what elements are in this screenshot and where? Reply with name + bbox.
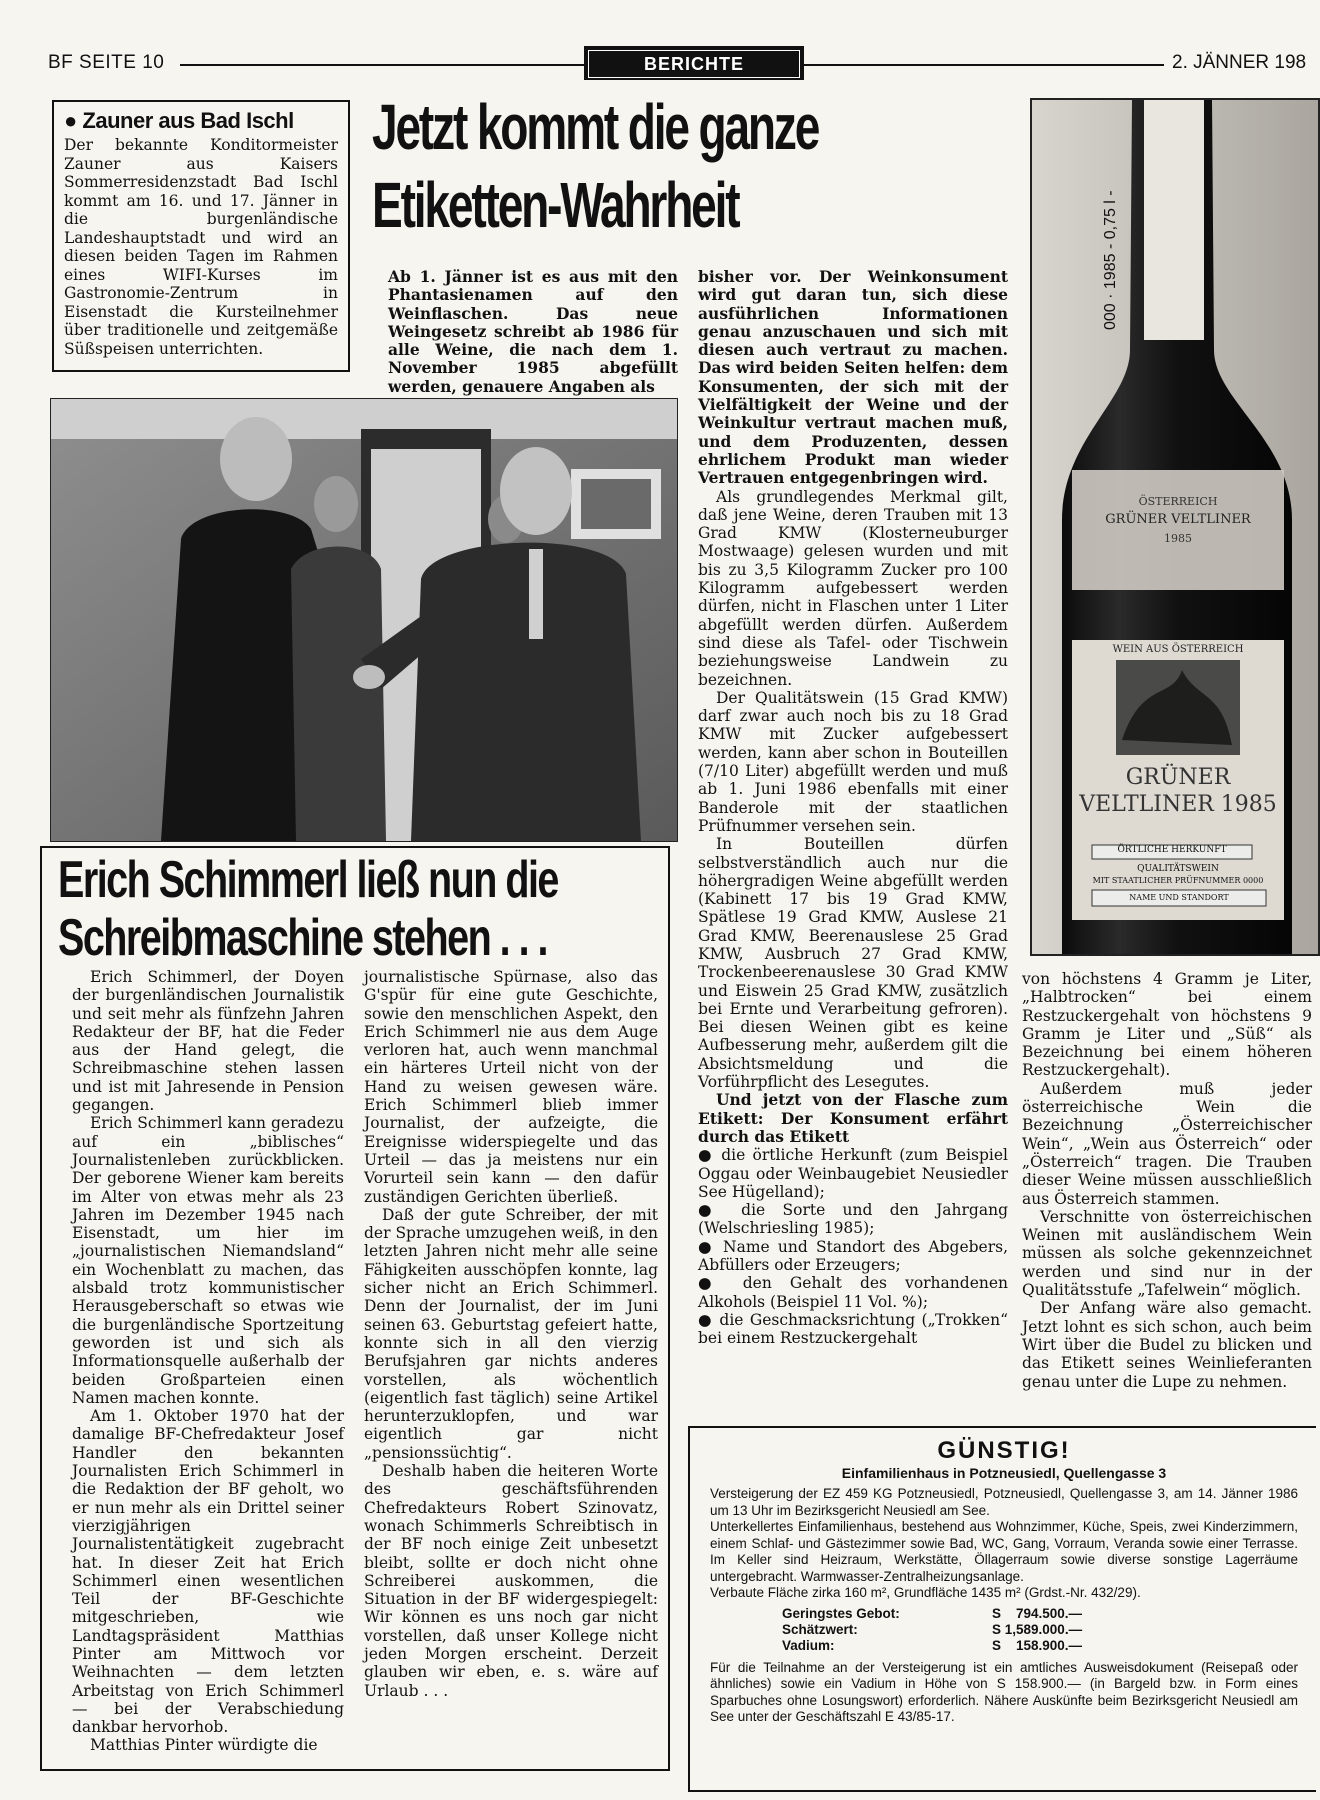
second-col1-p1: Erich Schimmerl, der Doyen der burgenländischen Journalistik und seit mehr als fünfzehn Jahren Redakteur der BF, hat die Feder aus der Hand gelegt, die Schreibmaschine stehen lassen und ist mit Jahresende in Pension gegangen. [72, 968, 344, 1115]
bottle-name-1: GRÜNER [1125, 765, 1231, 790]
second-col1-p2: Erich Schimmerl kann geradezu auf ein „biblisches“ Journalistenleben zurückblicken. Der geborene Wiener kam bereits im Alter von etwas mehr als 23 Jahren im Dezember 1945 nach Eisenstadt, um hier im „journalistischen Niemandsland“ ein Wochenblatt zu machen, das alsbald trotz kommunistischer Herausgeberschaft so etwas wie die burgenländische Sportzeitung geworden ist und sich als Informationsquelle außerhalb der beiden Großparteien einen Namen machen konnte. [72, 1114, 344, 1407]
bottle-quality-2: MIT STAATLICHER PRÜFNUMMER 0000 [1092, 876, 1264, 885]
sidebar-box-title-text: Zauner aus Bad Ischl [82, 108, 294, 133]
section-label-inner: BERICHTE [588, 50, 800, 78]
wine-bottle-icon [1032, 100, 1320, 956]
page-label: BF SEITE 10 [48, 52, 165, 73]
list-item: ● den Gehalt des vorhandenen Alkohols (Beispiel 11 Vol. %); [698, 1274, 1009, 1311]
ad-title: GÜNSTIG! [937, 1437, 1071, 1464]
bottle-top-label: ÖSTERREICH [1138, 495, 1218, 508]
main-col4 [1022, 970, 1312, 1391]
list-item: ● die Geschmacksrichtung („Trokken“ bei einem Restzuckergehalt [698, 1310, 1008, 1348]
bottle-herkunft: ÖRTLICHE HERKUNFT [1117, 845, 1227, 855]
second-col2 [364, 968, 658, 1700]
ad-p2: Unterkellertes Einfamilienhaus, bestehend aus Wohnzimmer, Küche, Speis, zwei Kinderzimmern, einem Schlaf- und Gästezimmer sowie Bad, WC, Gang, Vorraum, Veranda sowie einer Terrasse. Im Keller sind Heizraum, Werkstätte, Öllagerraum sowie diverse sonstige Lagerräume untergebracht. Warmwasser-Zentralheizungsanlage. [710, 1519, 1298, 1584]
bottle-footer: NAME UND STANDORT [1129, 893, 1229, 902]
second-col1-p3: Am 1. Oktober 1970 hat der damalige BF-Chefredakteur Josef Handler den bekannten Journalisten Erich Schimmerl in die Redaktion der BF geholt, wo er nun mehr als ein Drittel seiner vierzigjährigen Journalistentätigkeit zugebracht hat. In dieser Zeit hat Erich Schimmerl einen wesentlichen Teil der BF-Geschichte mitgeschrieben, wie Landtagspräsident Matthias Pinter am Mittwoch vor Weihnachten — dem letzten Arbeitstag von Erich Schimmerl — bei der Verabschiedung dankbar hervorhob. [72, 1407, 344, 1737]
main-lead-col1 [388, 268, 678, 396]
ad-row: Geringstes Gebot: S 794.500.— [782, 1605, 1083, 1621]
bottle-origin: WEIN AUS ÖSTERREICH [1112, 644, 1244, 655]
second-col1 [72, 968, 344, 1755]
main-col4-p3: Verschnitte von österreichischen Weinen mit ausländischem Wein müssen als solche gekennzeichnet werden und sind nur in der Qualitätsstufe „Tafelwein“ möglich. [1022, 1207, 1312, 1300]
ad-row: Schätzwert: S 1,589.000.— [782, 1621, 1083, 1637]
ad-row: Vadium: S 158.900.— [782, 1637, 1083, 1653]
main-lead-text-1: Ab 1. Jänner ist es aus mit den Phantasienamen auf den Weinflaschen. Das neue Weingesetz schreibt ab 1986 für alle Weine, die nach dem 1. November 1985 abgefüllt werden, genauere Angaben als [388, 267, 678, 396]
main-headline-line2: Etiketten-Wahrheit [372, 169, 739, 241]
list-item: ● die Sorte und den Jahrgang (Welschriesling 1985); [698, 1201, 1009, 1238]
main-col4-p2: Außerdem muß jeder österreichische Wein die Bezeichnung „Österreichischer Wein“, „Wein aus Österreich“ oder „Österreich“ tragen. Die Trauben dieser Weine müssen ausschließlich aus Österreich stammen. [1022, 1079, 1312, 1208]
ad-p3: Verbaute Fläche zirka 160 m², Grundfläche 1435 m² (Grdst.-Nr. 432/29). [710, 1585, 1141, 1600]
header-rule-left [180, 64, 584, 66]
wine-bottle-photo [1030, 98, 1320, 956]
sidebar-box [52, 100, 350, 372]
sidebar-box-text: Der bekannte Konditormeister Zauner aus Kaisers Sommerresidenzstadt Bad Ischl kommt am 16. und 17. Jänner in die burgenländische Landeshauptstadt und wird an diesen beiden Tagen im Rahmen eines WIFI-Kurses im Gastronomie-Zentrum in Eisenstadt die Kursteilnehmer über traditionelle und zeitgemäße Süßspeisen unterrichten. [64, 136, 338, 358]
bullet-icon: ● [698, 1237, 724, 1256]
bullet-icon: ● [698, 1201, 742, 1220]
main-subhead: Und jetzt von der Flasche zum Etikett: Der Konsument erfährt durch das Etikett [698, 1090, 1008, 1146]
list-item: ● die örtliche Herkunft (zum Beispiel Oggau oder Weinbaugebiet Neusiedler See Hügelland); [698, 1146, 1008, 1201]
second-col2-p1: journalistische Spürnase, also das G'spür für eine gute Geschichte, sowie den menschlichen Aspekt, den Erich Schimmerl nie aus dem Auge verloren hat, auch wenn manchmal ein härteres Urteil nicht von der Hand zu weisen gewesen wäre. Erich Schimmerl blieb immer Journalist, der aufzeigte, die Ereignisse widerspiegelte und das Urteil — das ja meistens nur ein Vorurteil sein kann — den dafür zuständigen Gerichten überließ. [364, 968, 658, 1206]
ad-box [688, 1426, 1316, 1792]
ad-p4: Für die Teilnahme an der Versteigerung ist ein amtliches Ausweisdokument (Reisepaß oder ähnliches) sowie ein Vadium in Höhe von S 158.900.— (in Bargeld bzw. in Form eines Sparbuches ohne Losungswort) erforderlich. Nähere Auskünfte beim Bezirksgericht Neusiedl am See unter der Geschäftszahl E 43/85-17. [710, 1659, 1298, 1724]
second-headline-line2: Schreibmaschine stehen . . . [58, 909, 547, 967]
section-label [584, 46, 804, 80]
main-headline-line1: Jetzt kommt die ganze [372, 91, 819, 163]
ad-p1: Versteigerung der EZ 459 KG Potzneusiedl, Potzneusiedl, Quellengasse 3, am 14. Jänner 1986 um 13 Uhr im Bezirksgericht Neusiedl am See. [710, 1486, 1298, 1518]
page-date: 2. JÄNNER 198 [1172, 52, 1307, 73]
main-para-1: Als grundlegendes Merkmal gilt, daß jene Weine, deren Trauben mit 13 Grad KMW (Klosterneuburger Mostwaage) gelesen wurden und mit bis zu 3,5 Kilogramm Zucker pro 100 Kilogramm aufgebessert werden dürfen, nicht in Flaschen unter 1 Liter abgefüllt werden dürfen. Außerdem sind diese als Tafel- oder Tischwein beziehungsweise Landwein zu bezeichnen. [698, 487, 1008, 689]
bullet-icon: ● [698, 1310, 720, 1329]
main-col4-p1: von höchstens 4 Gramm je Liter, „Halbtrocken“ bei einem Restzuckergehalt von höchstens 9 Gramm je Liter und „Süß“ als Bezeichnung bei einem höheren Restzuckergehalt). [1022, 970, 1312, 1080]
bottle-cap-text: 000 · 1985 - 0,75 l - [1102, 190, 1119, 330]
bottle-name-2: VELTLINER 1985 [1079, 792, 1277, 817]
people-handshake-icon [51, 399, 677, 841]
second-col2-p2: Daß der gute Schreiber, der mit der Sprache umzugehen weiß, in den letzten Jahren nicht mehr alle seine Fähigkeiten ausschöpfen konnte, lag sicher nicht an Erich Schimmerl. Denn der Journalist, der im Juni seinen 63. Geburtstag gefeiert hatte, konnte sich in all den vierzig Berufsjahren gar nichts anderes vorstellen, als wöchentlich (eigentlich fast täglich) seine Artikel herunterzuklopfen, und war eigentlich gar nicht „pensionssüchtig“. [364, 1205, 658, 1462]
ad-values [782, 1606, 1162, 1654]
main-para-3: In Bouteillen dürfen selbstverständlich auch nur die höhergradigen Weine abgefüllt werden (Kabinett 17 bis 19 Grad KMW, Spätlese 19 Grad KMW, Auslese 21 Grad KMW, Beerenauslese 25 Grad KMW, Ausbruch 27 Grad KMW, Trockenbeerenauslese 30 Grad KMW und Eiswein 25 Grad KMW, zusätzlich bei Ernte und Verarbeitung gefroren). Bei diesen Weinen gibt es keine Aufbesserung mehr, außerdem gilt die Absichtsmeldung und die Vorführpflicht des Lesegutes. [698, 835, 1008, 1092]
bottle-top-wine: GRÜNER VELTLINER [1105, 512, 1251, 527]
ad-subtitle: Einfamilienhaus in Potzneusiedl, Quellengasse 3 [841, 1465, 1167, 1481]
list-item: ● Name und Standort des Abgebers, Abfüllers oder Erzeugers; [698, 1237, 1008, 1275]
bottle-top-year: 1985 [1164, 532, 1192, 545]
main-lead-text-2: bisher vor. Der Weinkonsument wird gut daran tun, sich diese ausführlichen Informationen genau anzuschauen und sich mit diesen auch vertraut zu machen. Das wird beiden Seiten helfen: dem Konsumenten, der sich mit der Vielfältigkeit der Weine und der Weinkultur vertraut machen muß, und dem Produzenten, dessen ehrlichem Produkt man wieder Vertrauen entgegenbringen wird. [698, 267, 1008, 488]
second-headline-line1: Erich Schimmerl ließ nun die [58, 851, 558, 909]
bullet-icon: ● [698, 1274, 743, 1293]
bullet-icon: ● [64, 108, 77, 133]
bullet-icon: ● [698, 1146, 722, 1165]
second-col1-p4: Matthias Pinter würdigte die [90, 1736, 318, 1755]
main-para-2: Der Qualitätswein (15 Grad KMW) darf zwar auch noch bis zu 18 Grad KMW mit Zucker aufgebessert werden, kann aber schon in Bouteillen (7/10 Liter) abgefüllt werden und muß ab 1. Juni 1986 ebenfalls mit einer Banderole mit der staatlichen Prüfnummer versehen sein. [698, 688, 1008, 835]
sidebar-box-title [64, 108, 338, 134]
ad-body [710, 1486, 1298, 1602]
handshake-photo [50, 398, 678, 842]
header-rule-right [804, 64, 1164, 66]
main-col2 [698, 268, 1008, 1348]
bottle-quality-1: QUALITÄTSWEIN [1137, 864, 1219, 874]
second-col2-p3: Deshalb haben die heiteren Worte des geschäftsführenden Chefredakteurs Robert Szinovatz, wonach Schimmerls Schreibtisch in der BF noch einige Zeit unbesetzt bleibt, sollte er doch nicht ohne Schreiberei auskommen, die Situation in der BF widergespiegelt: Wir können es uns noch gar nicht vorstellen, daß unser Kollege nicht jeden Morgen erscheint. Derzeit glauben wir eben, e. s. wäre auf Urlaub . . . [364, 1462, 658, 1700]
main-col4-p4: Der Anfang wäre also gemacht. Jetzt lohnt es sich schon, auch beim Wirt über die Budel zu blicken und das Etikett seines Weinlieferanten genau unter die Lupe zu nehmen. [1022, 1299, 1312, 1391]
